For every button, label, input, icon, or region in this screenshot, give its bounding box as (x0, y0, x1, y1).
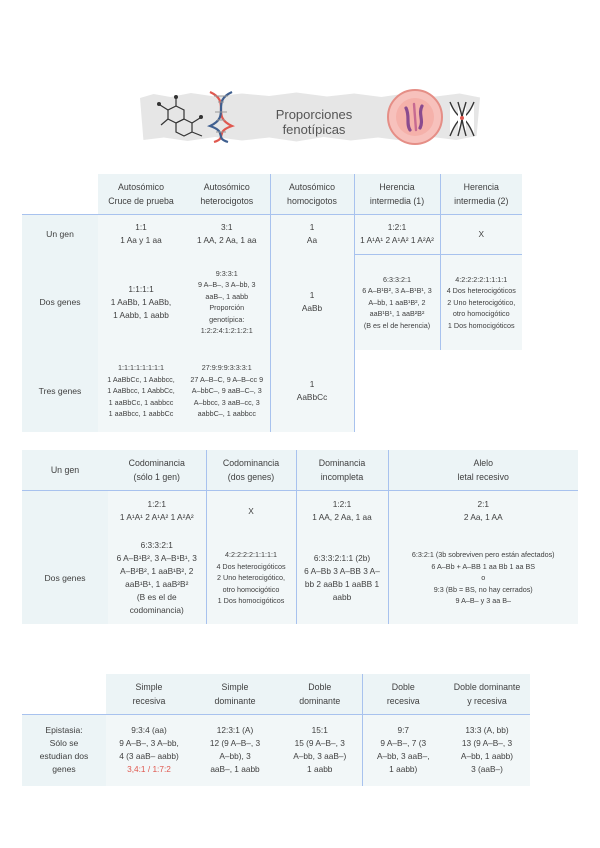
row-label-empty (22, 490, 108, 532)
header-empty-cell (22, 174, 98, 214)
table-cell: 1:2:1 1 AA, 2 Aa, 1 aa (296, 490, 388, 532)
table-cell: X (206, 490, 296, 532)
table-cell: 2:1 2 Aa, 1 AA (388, 490, 578, 532)
header-cell: Herencia intermedia (2) (440, 174, 522, 214)
table-cell: 4:2:2:2:2:1:1:1:1 4 Dos heterocigóticos 2 Uno heterocigótico, otro homocigótico 1 Dos homocigóticos (206, 532, 296, 624)
table-cell: 9:3:4 (aa) 9 A–B–, 3 A–bb, 4 (3 aaB– aabb) 3,4:1 / 1:7:2 (106, 714, 192, 786)
chromosome-icon (444, 98, 480, 138)
header-cell: Simple recesiva (106, 674, 192, 714)
table-cell: 4:2:2:2:2:1:1:1:1 4 Dos heterocigóticos 2 Uno heterocigótico, otro homocigótico 1 Dos homocigóticos (440, 254, 522, 350)
row-label: Tres genes (22, 350, 98, 432)
row-label: Un gen (22, 214, 98, 254)
header-cell: Autosómico homocigotos (270, 174, 354, 214)
cell-division-icon (384, 86, 446, 148)
highlight-ratio: 3,4:1 / 1:7:2 (127, 764, 171, 775)
header-cell: Doble recesiva (362, 674, 444, 714)
empty-cell (354, 350, 440, 432)
table-cell: 1:1:1:1:1:1:1:1 1 AaBbCc, 1 Aabbcc, 1 AaBbcc, 1 AabbCc, 1 aaBbCc, 1 aabbcc 1 aaBbcc, 1 aabbCc (98, 350, 184, 432)
header-cell: Alelo letal recesivo (388, 450, 578, 490)
header-cell: Codominancia (sólo 1 gen) (108, 450, 206, 490)
table-cell: 1:2:1 1 A¹A¹ 2 A¹A² 1 A²A² (108, 490, 206, 532)
header-cell: Doble dominante y recesiva (444, 674, 530, 714)
header-cell: Un gen (22, 450, 108, 490)
table-cell: 1:1 1 Aa y 1 aa (98, 214, 184, 254)
header-cell: Autosómico Cruce de prueba (98, 174, 184, 214)
table-cell: 9:7 9 A–B–, 7 (3 A–bb, 3 aaB–, 1 aabb) (362, 714, 444, 786)
table-cell: 1 Aa (270, 214, 354, 254)
table-cell: X (440, 214, 522, 254)
row-label: Epistasia: Sólo se estudian dos genes (22, 714, 106, 786)
row-label: Dos genes (22, 532, 108, 624)
dna-helix-icon (204, 88, 238, 144)
table-herencia-autosomica (22, 174, 522, 432)
table-cell: 9:3:3:1 9 A–B–, 3 A–bb, 3 aaB–, 1 aabb Proporción genotípica: 1:2:2:4:1:2:1:2:1 (184, 254, 270, 350)
table-epistasia (22, 674, 530, 786)
empty-cell (440, 350, 522, 432)
header-cell: Doble dominante (278, 674, 362, 714)
header-cell: Codominancia (dos genes) (206, 450, 296, 490)
header-cell: Simple dominante (192, 674, 278, 714)
table-cell: 27:9:9:9:3:3:3:1 27 A–B–C, 9 A–B–cc 9 A–bbC–, 9 aaB–C–, 3 A–bbcc, 3 aaB–cc, 3 aabbC–, 1 aabbcc (184, 350, 270, 432)
table-cell: 1 AaBbCc (270, 350, 354, 432)
header-cell: Herencia intermedia (1) (354, 174, 440, 214)
table-cell: 1:2:1 1 A¹A¹ 2 A¹A² 1 A²A² (354, 214, 440, 254)
table-cell: 3:1 1 AA, 2 Aa, 1 aa (184, 214, 270, 254)
table-cell: 6:3:3:2:1:1 (2b) 6 A–Bb 3 A–BB 3 A– bb 2 aaBb 1 aaBB 1 aabb (296, 532, 388, 624)
table-codominancia (22, 450, 578, 624)
table-cell: 13:3 (A, bb) 13 (9 A–B–, 3 A–bb, 1 aabb) 3 (aaB–) (444, 714, 530, 786)
header-cell: Autosómico heterocigotos (184, 174, 270, 214)
table-cell: 6:3:3:2:1 6 A–B¹B², 3 A–B¹B¹, 3 A–B²B², 1 aaB¹B², 2 aaB¹B¹, 1 aaB²B² (B es el de codominancia) (108, 532, 206, 624)
page-title: Proporciones fenotípicas (275, 107, 353, 137)
title-banner (140, 86, 480, 148)
table-cell: 12:3:1 (A) 12 (9 A–B–, 3 A–bb), 3 aaB–, 1 aabb (192, 714, 278, 786)
table-cell: 6:3:3:2:1 6 A–B¹B², 3 A–B¹B¹, 3 A–bb, 1 aaB¹B², 2 aaB¹B¹, 1 aaB²B² (B es el de herencia) (354, 254, 440, 350)
row-label: Dos genes (22, 254, 98, 350)
table-cell: 1:1:1:1 1 AaBb, 1 AaBb, 1 Aabb, 1 aabb (98, 254, 184, 350)
header-empty-cell (22, 674, 106, 714)
table-cell: 6:3:2:1 (3b sobreviven pero están afectados) 6 A–Bb + A–BB 1 aa Bb 1 aa BS o 9:3 (Bb = BS, no hay cerrados) 9 A–B– y 3 aa B– (388, 532, 578, 624)
table-cell: 1 AaBb (270, 254, 354, 350)
table-cell: 15:1 15 (9 A–B–, 3 A–bb, 3 aaB–) 1 aabb (278, 714, 362, 786)
molecule-illustration-icon (154, 92, 210, 140)
header-cell: Dominancia incompleta (296, 450, 388, 490)
